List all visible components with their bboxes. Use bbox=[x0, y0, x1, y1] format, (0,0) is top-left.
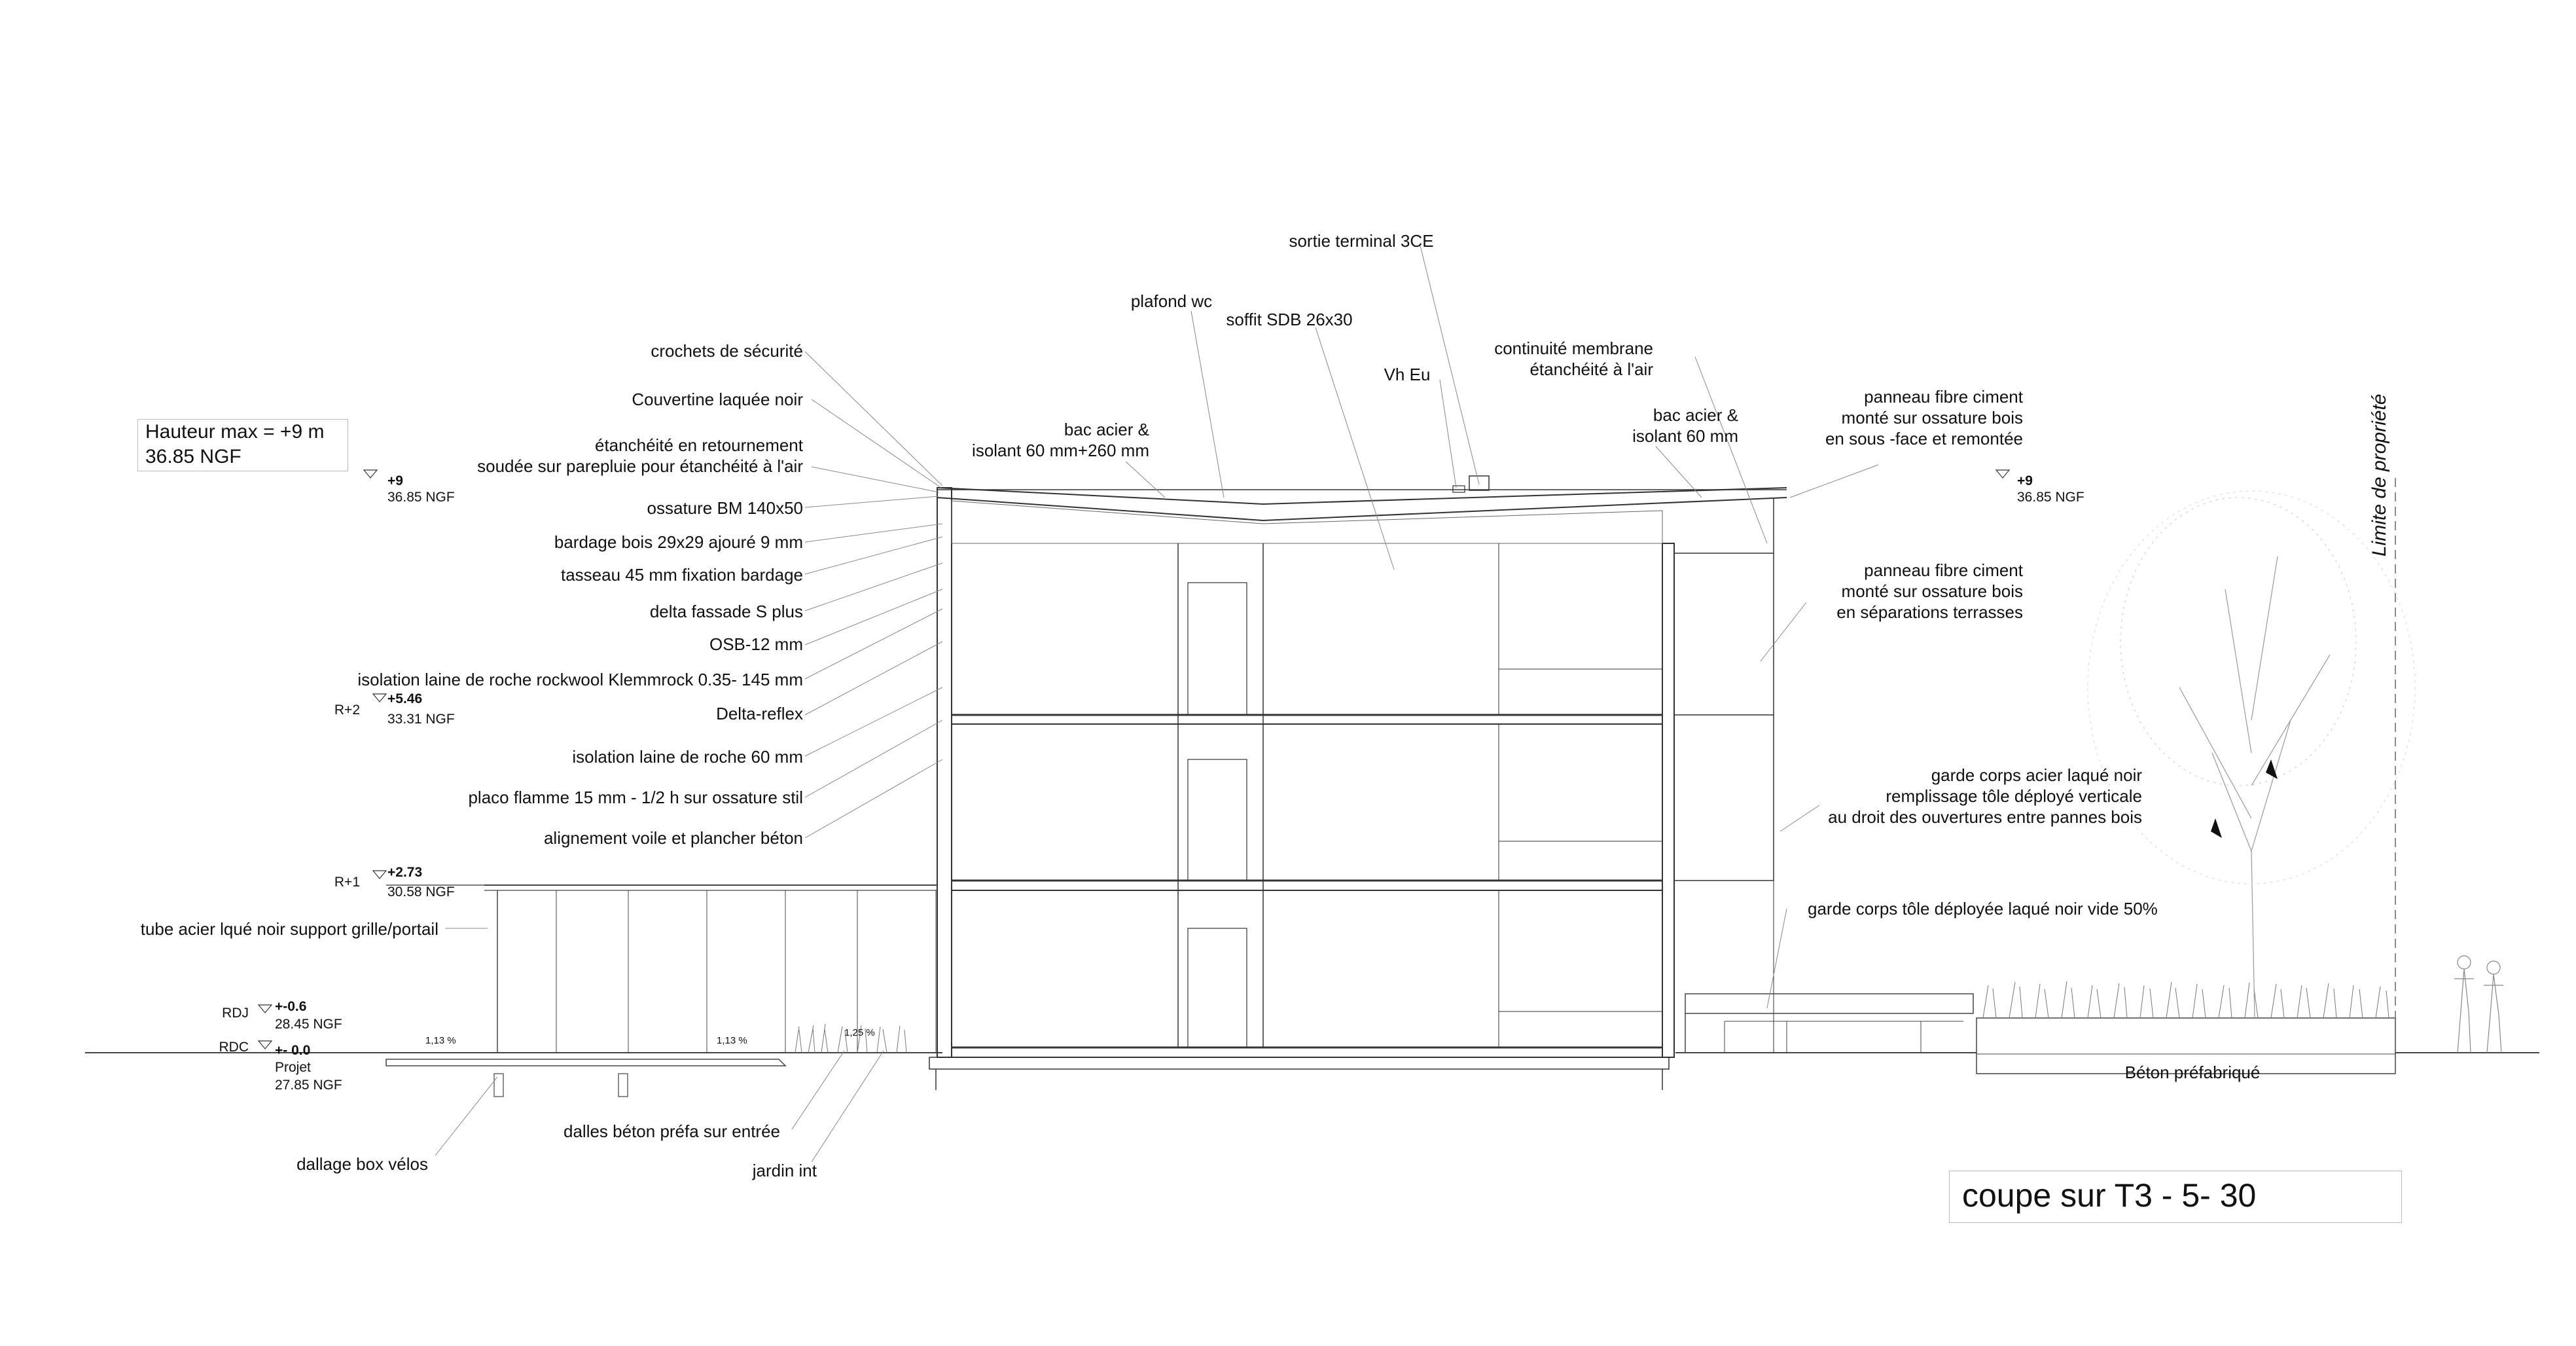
label-panneau-1-line3: en sous -face et remontée bbox=[1825, 429, 2023, 448]
label-panneau-1-line2: monté sur ossature bois bbox=[1841, 408, 2023, 427]
level-top-right-ngf: 36.85 NGF bbox=[2017, 490, 2084, 505]
label-delta-fassade: delta fassade S plus bbox=[649, 602, 803, 621]
level-r2-value: +5.46 bbox=[387, 691, 423, 706]
callout-arrows bbox=[2211, 759, 2278, 838]
label-isolation-rockwool: isolation laine de roche rockwool Klemmrock 0.35- 145 mm bbox=[357, 670, 803, 689]
label-soffit: soffit SDB 26x30 bbox=[1226, 310, 1353, 329]
level-markers bbox=[259, 470, 2009, 1049]
label-bac-acier-2-line2: isolant 60 mm bbox=[1632, 426, 1738, 446]
label-delta-reflex: Delta-reflex bbox=[716, 704, 803, 723]
label-continuite-line1: continuité membrane bbox=[1494, 338, 1653, 358]
level-top-left-ngf: 36.85 NGF bbox=[387, 490, 455, 505]
label-isolation-60: isolation laine de roche 60 mm bbox=[572, 747, 803, 767]
label-bac-acier-1-line1: bac acier & bbox=[1064, 420, 1149, 439]
label-sortie-terminal: sortie terminal 3CE bbox=[1289, 231, 1434, 251]
slope-label-3: 1,25 % bbox=[844, 1027, 875, 1038]
level-top-right-value: +9 bbox=[2017, 473, 2033, 488]
label-osb: OSB-12 mm bbox=[709, 634, 803, 654]
label-vh-eu: Vh Eu bbox=[1384, 365, 1431, 384]
label-panneau-2-line1: panneau fibre ciment bbox=[1864, 560, 2023, 580]
level-rdj-value: +-0.6 bbox=[275, 999, 307, 1014]
label-bac-acier-2-line1: bac acier & bbox=[1653, 405, 1738, 425]
entrance-canopy bbox=[386, 885, 937, 1097]
level-r1-value: +2.73 bbox=[387, 865, 423, 880]
level-rdj-name: RDJ bbox=[222, 1006, 249, 1021]
level-r1-name: R+1 bbox=[334, 875, 360, 890]
label-garde-corps-2: garde corps tôle déployée laqué noir vide 50% bbox=[1808, 899, 2158, 919]
section-title: coupe sur T3 - 5- 30 bbox=[1962, 1177, 2257, 1214]
level-r2-ngf: 33.31 NGF bbox=[387, 712, 455, 727]
label-crochets: crochets de sécurité bbox=[651, 341, 803, 361]
label-plafond-wc: plafond wc bbox=[1130, 291, 1213, 311]
building-section bbox=[929, 476, 1787, 1090]
human-figures bbox=[2454, 956, 2503, 1053]
label-jardin-int: jardin int bbox=[752, 1161, 817, 1180]
level-r2-name: R+2 bbox=[334, 702, 360, 718]
label-tasseau: tasseau 45 mm fixation bardage bbox=[561, 565, 803, 585]
label-placo: placo flamme 15 mm - 1/2 h sur ossature stil bbox=[468, 788, 803, 807]
label-tube-acier: tube acier lqué noir support grille/portail bbox=[140, 919, 438, 939]
label-etancheite-2: soudée sur parepluie pour étanchéité à l'air bbox=[477, 456, 803, 476]
planter bbox=[1685, 994, 2395, 1074]
level-rdc-value: +- 0.0 bbox=[275, 1043, 311, 1058]
label-panneau-2-line3: en séparations terrasses bbox=[1836, 602, 2023, 622]
level-r1-ngf: 30.58 NGF bbox=[387, 884, 455, 900]
label-dalles-beton: dalles béton préfa sur entrée bbox=[564, 1121, 780, 1141]
height-max-line2: 36.85 NGF bbox=[145, 446, 241, 467]
label-beton-prefabrique: Béton préfabriqué bbox=[2124, 1063, 2261, 1082]
label-dallage-box: dallage box vélos bbox=[296, 1154, 428, 1174]
label-panneau-2-line2: monté sur ossature bois bbox=[1841, 581, 2023, 601]
height-max-line1: Hauteur max = +9 m bbox=[145, 421, 325, 443]
label-panneau-1-line1: panneau fibre ciment bbox=[1864, 387, 2023, 407]
label-garde-corps-1-line1: garde corps acier laqué noir bbox=[1931, 765, 2142, 785]
label-bac-acier-1-line2: isolant 60 mm+260 mm bbox=[972, 441, 1149, 460]
label-ossature: ossature BM 140x50 bbox=[647, 498, 803, 518]
label-garde-corps-1-line3: au droit des ouvertures entre pannes bois bbox=[1828, 807, 2142, 827]
label-couvertine: Couvertine laquée noir bbox=[632, 390, 803, 409]
level-rdj-ngf: 28.45 NGF bbox=[275, 1017, 342, 1032]
slope-label-1: 1,13 % bbox=[425, 1035, 456, 1046]
vegetation bbox=[795, 981, 2389, 1053]
level-top-left-value: +9 bbox=[387, 473, 403, 488]
label-etancheite-1: étanchéité en retournement bbox=[595, 435, 803, 455]
slope-label-2: 1,13 % bbox=[717, 1035, 747, 1046]
level-rdc-name: RDC bbox=[219, 1040, 249, 1055]
label-garde-corps-1-line2: remplissage tôle déployé verticale bbox=[1886, 786, 2142, 806]
label-limite-propriete: Limite de propriété bbox=[2369, 393, 2390, 556]
tree bbox=[2088, 491, 2415, 1018]
label-bardage: bardage bois 29x29 ajouré 9 mm bbox=[554, 532, 803, 552]
level-rdc-ngf: 27.85 NGF bbox=[275, 1078, 342, 1093]
label-continuite-line2: étanchéité à l'air bbox=[1530, 359, 1653, 379]
level-rdc-sub: Projet bbox=[275, 1060, 311, 1075]
label-alignement: alignement voile et plancher béton bbox=[543, 828, 803, 848]
